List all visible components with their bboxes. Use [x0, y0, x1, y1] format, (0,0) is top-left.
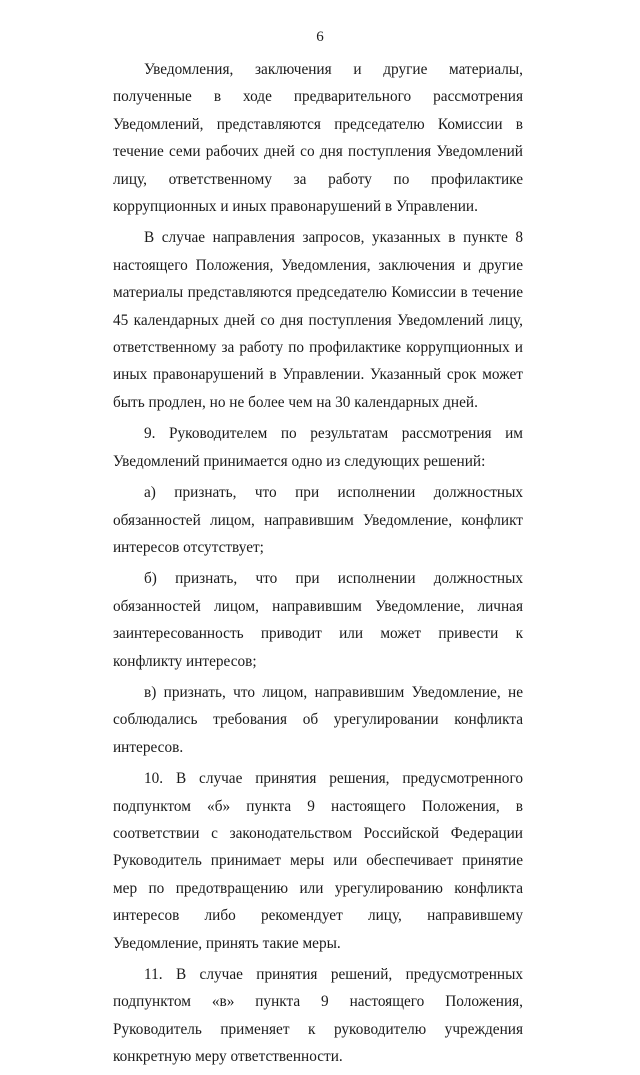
paragraph-item-9-a: а) признать, что при исполнении должностных обязанностей лицом, направившим Уведомление, конфликт интересов отсутствует; — [113, 484, 523, 556]
paragraph-item-9: 9. Руководителем по результатам рассмотрения им Уведомлений принимается одно из следующих решений: — [113, 425, 523, 470]
paragraph-item-11: 11. В случае принятия решений, предусмотренных подпунктом «в» пункта 9 настоящего Положения, Руководитель применяет к руководителю учреждения конкретную меру ответственности. — [113, 966, 523, 1066]
page-number: 6 — [316, 29, 324, 45]
paragraph-requests-deadline: В случае направления запросов, указанных в пункте 8 настоящего Положения, Уведомления, заключения и другие материалы представляются председателю Комиссии в течение 45 календарных дней со дня поступления Уведомлений лицу, ответственному за работу по профилактике коррупционных и иных правонарушений в Управлении. Указанный срок может быть продлен, но не более чем на 30 календарных дней. — [113, 229, 523, 411]
document-body — [113, 56, 523, 1075]
paragraph-item-9-v: в) признать, что лицом, направившим Уведомление, не соблюдались требования об урегулировании конфликта интересов. — [113, 683, 523, 756]
paragraph-item-10: 10. В случае принятия решения, предусмотренного подпунктом «б» пункта 9 настоящего Положения, в соответствии с законодательством Российской Федерации Руководитель принимает меры или обеспечивает принятие мер по предотвращению или урегулированию конфликта интересов либо рекомендует лицу, направившему Уведомление, принять такие меры. — [113, 770, 523, 952]
paragraph-materials-submission: Уведомления, заключения и другие материалы, полученные в ходе предварительного рассмотрения Уведомлений, представляются председателю Комиссии в течение семи рабочих дней со дня поступления Уведомлений лицу, ответственному за работу по профилактике коррупционных и иных правонарушений в Управлении. — [113, 61, 523, 216]
paragraph-item-9-b: б) признать, что при исполнении должностных обязанностей лицом, направившим Уведомление, личная заинтересованность приводит или может привести к конфликту интересов; — [113, 570, 523, 670]
